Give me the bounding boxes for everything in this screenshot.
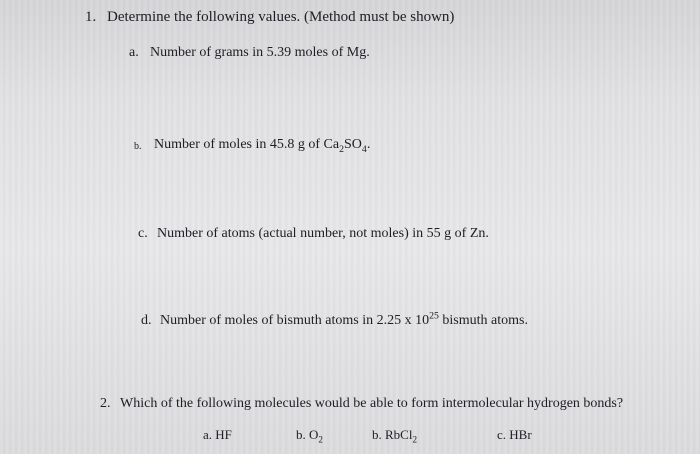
item-c-text: Number of atoms (actual number, not moles) in 55 g of Zn.: [157, 226, 489, 241]
item-a-text: Number of grams in 5.39 moles of Mg.: [150, 45, 370, 60]
choice-o2: b. $O_2$: [296, 427, 323, 445]
item-b-text: Number of moles in 45.8 g of $Ca_2SO_4$.: [154, 137, 371, 155]
choice-hbr: c. HBr: [497, 427, 532, 442]
question-1-text: Determine the following values. (Method must be shown): [107, 9, 455, 25]
item-b-letter: b.: [134, 141, 142, 152]
question-1-number: 1.: [85, 9, 97, 25]
choice-hf: a. HF: [203, 427, 232, 442]
item-d-letter: d.: [141, 313, 152, 328]
question-2-text: Which of the following molecules would be able to form intermolecular hydrogen bonds?: [120, 396, 624, 411]
question-2-number: 2.: [100, 396, 111, 411]
item-c-letter: c.: [138, 226, 148, 241]
item-d-text: Number of moles of bismuth atoms in 2.25 x $10^{25}$ bismuth atoms.: [160, 310, 528, 328]
choice-rbcl2: b. RbCl$_2$: [372, 427, 418, 445]
item-a-letter: a.: [129, 45, 139, 60]
